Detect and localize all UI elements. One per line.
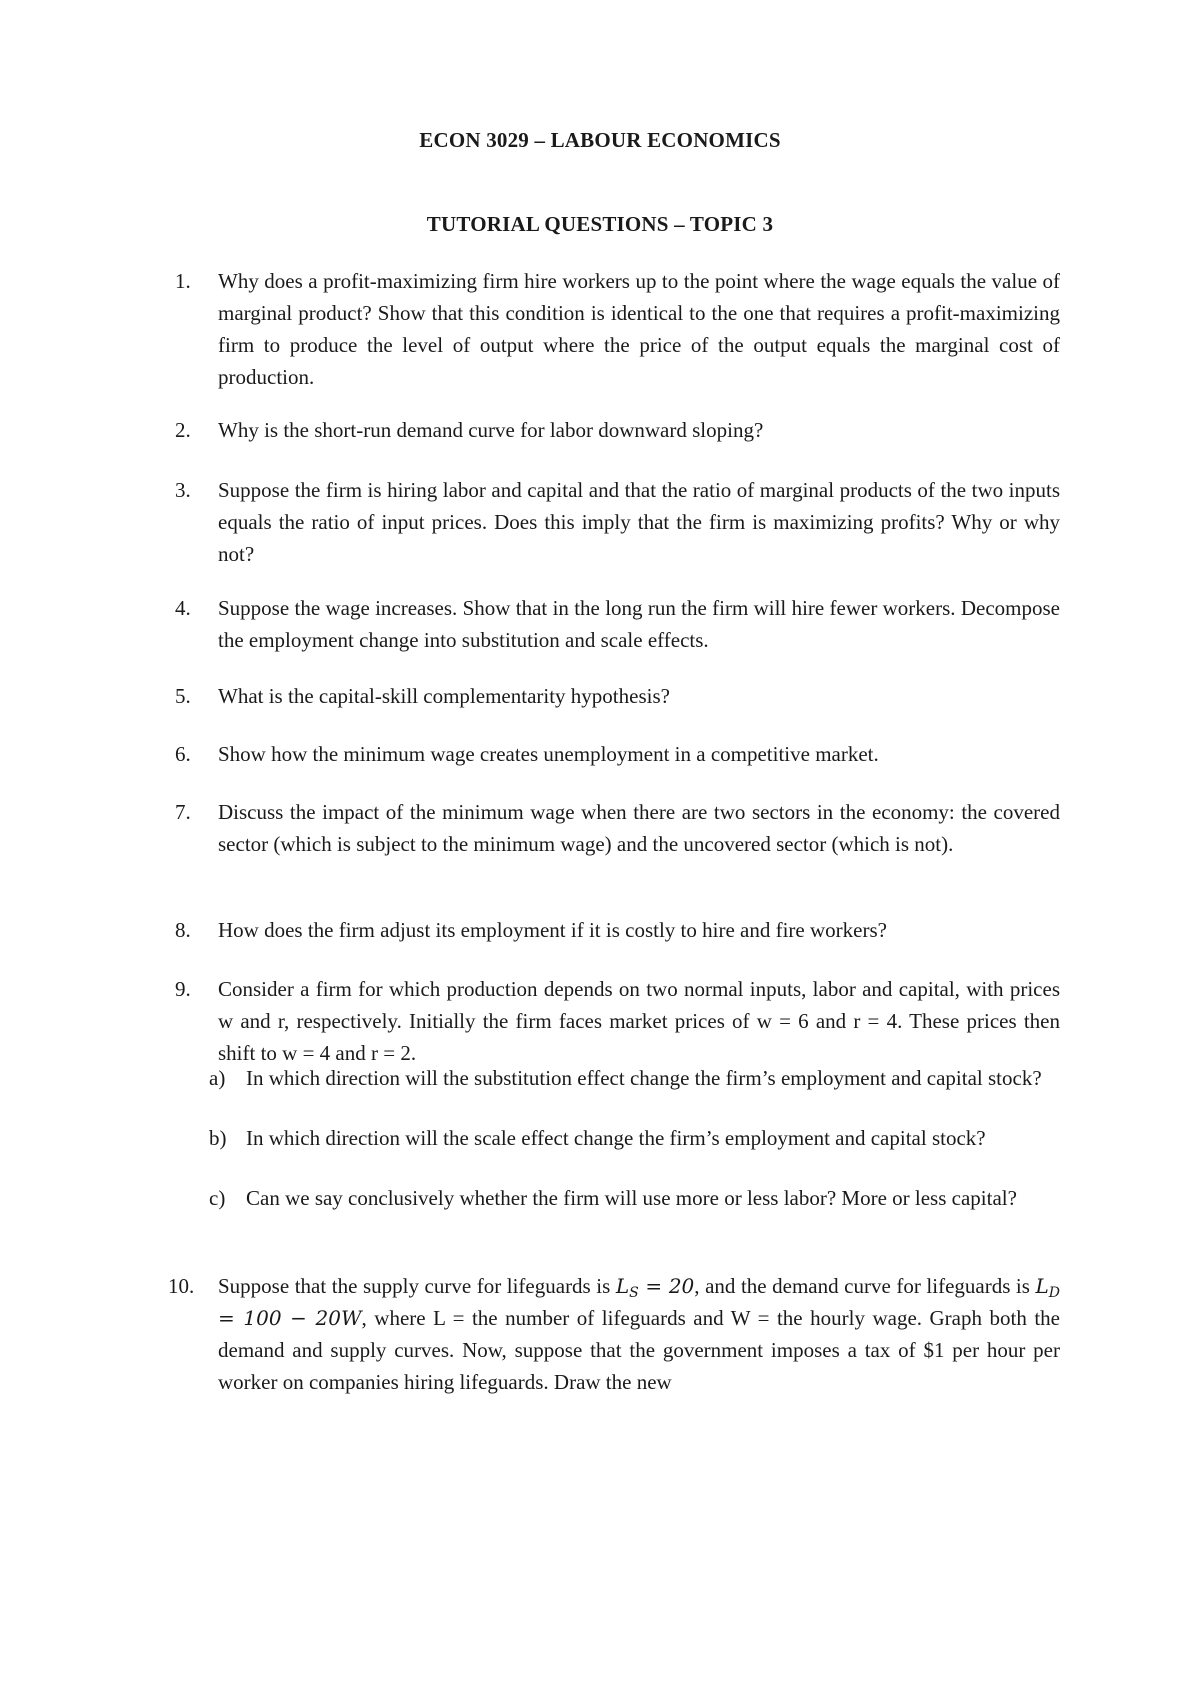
question-number: 8. <box>175 918 191 942</box>
question-text: How does the firm adjust its employment if it is costly to hire and fire workers? <box>218 918 887 942</box>
q10-text-part3: , where L = the number of lifeguards and W = the hourly wage. Graph both the demand and supply curves. Now, suppose that the government imposes a tax of $1 per hour per worker on companies hiring lifeguards. Draw the new <box>218 1306 1060 1394</box>
question-number: 1. <box>175 269 191 293</box>
question-number: 2. <box>175 418 191 442</box>
question-number: 5. <box>175 684 191 708</box>
tutorial-subtitle: TUTORIAL QUESTIONS – TOPIC 3 <box>426 212 774 236</box>
question-text: Suppose the wage increases. Show that in the long run the firm will hire fewer workers. Decompose the employment change into substitution and scale effects. <box>218 596 1060 652</box>
question-number: 7. <box>175 800 191 824</box>
question-number: 10. <box>168 1274 195 1298</box>
question-number: 3. <box>175 478 191 502</box>
demand-equation: $L_D = 100 - 20W$ <box>218 1274 1061 1330</box>
question-number: 4. <box>175 596 191 620</box>
question-text: Consider a firm for which production depends on two normal inputs, labor and capital, with prices w and r, respectively. Initially the firm faces market prices of w = 6 and r = 4. These prices then shift to w = 4 and r = 2. <box>218 977 1060 1065</box>
q10-text-part2: , and the demand curve for lifeguards is <box>694 1274 1036 1298</box>
part-text: Can we say conclusively whether the firm will use more or less labor? More or less capital? <box>246 1186 1017 1210</box>
question-number: 6. <box>175 742 191 766</box>
part-letter: b) <box>209 1126 227 1150</box>
part-letter: a) <box>209 1066 226 1090</box>
question-number: 9. <box>175 977 191 1001</box>
part-text: In which direction will the scale effect change the firm’s employment and capital stock? <box>246 1126 986 1150</box>
supply-equation: $L_S = 20$ <box>615 1274 695 1301</box>
question-text: Why does a profit-maximizing firm hire workers up to the point where the wage equals the value of marginal product? Show that this condition is identical to the one that requires a profit-maximizing firm to produce the level of output where the price of the output equals the marginal cost of production. <box>218 269 1060 389</box>
question-text: What is the capital-skill complementarity hypothesis? <box>218 684 670 708</box>
course-title: ECON 3029 – LABOUR ECONOMICS <box>419 128 781 152</box>
question-text <box>218 1270 1060 1398</box>
part-letter: c) <box>209 1186 226 1210</box>
q10-text-part1: Suppose that the supply curve for lifeguards is <box>218 1274 616 1298</box>
part-text: In which direction will the substitution effect change the firm’s employment and capital stock? <box>246 1066 1042 1090</box>
question-text: Suppose the firm is hiring labor and capital and that the ratio of marginal products of the two inputs equals the ratio of input prices. Does this imply that the firm is maximizing profits? Why or why not? <box>218 478 1060 566</box>
question-text: Why is the short-run demand curve for labor downward sloping? <box>218 418 764 442</box>
question-text: Show how the minimum wage creates unemployment in a competitive market. <box>218 742 879 766</box>
question-text: Discuss the impact of the minimum wage when there are two sectors in the economy: the covered sector (which is subject to the minimum wage) and the uncovered sector (which is not). <box>218 800 1060 856</box>
